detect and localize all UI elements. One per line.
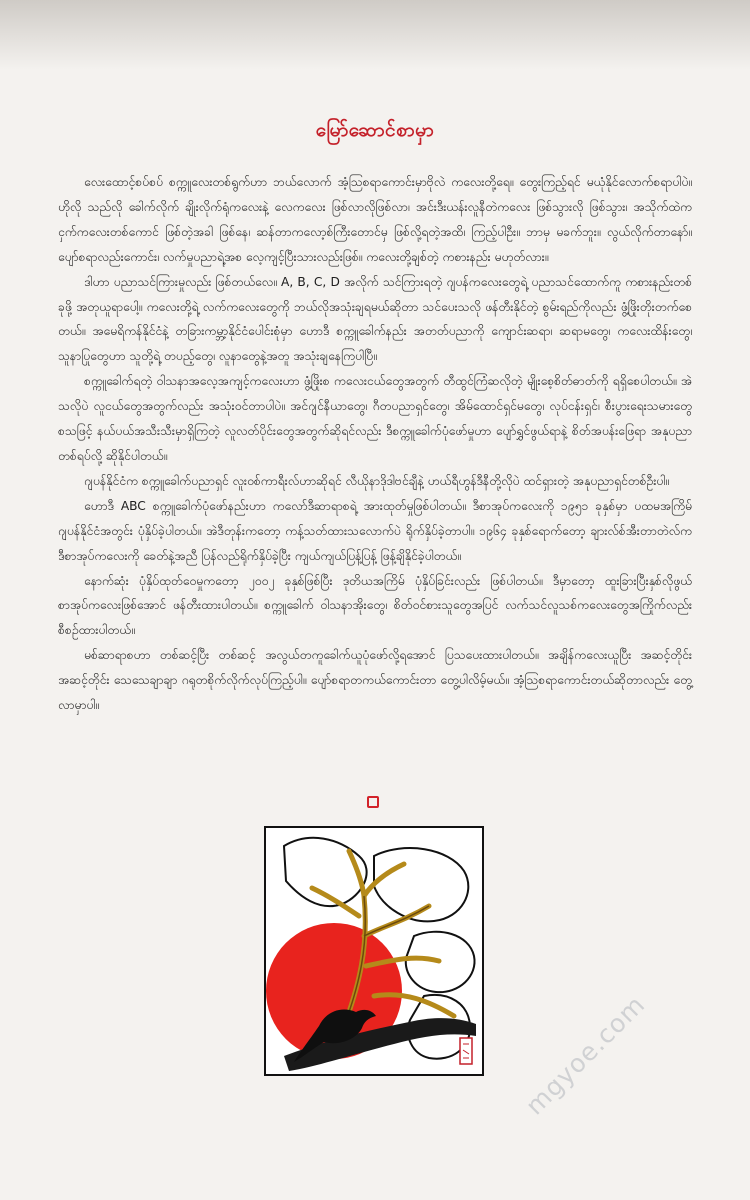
paragraph: ဟောဒီ ABC စက္ကူခေါက်ပုံဖော်နည်းဟာ ကလော်ဒီဆာရာစရဲ့ အားထုတ်မှုဖြစ်ပါတယ်။ ဒီစာအုပ်ကလေးကို ၁၉၅၁ ခုနှစ်မှာ ပထမအကြိမ် ဂျပန်နိုင်ငံအတွင်း ပုံနှိပ်ခဲ့ပါတယ်။ အဲဒီတုန်းကတော့ ကန့်သတ်ထားသလောက်ပဲ ရိုက်နှိပ်ခဲ့တာပါ။ ၁၉၆၄ ခုနှစ်ရောက်တော့ ချားလ်စ်အီးတာတဲလ်က ဒီစာအုပ်ကလေးကို ခေတ်နဲ့အညီ ပြန်လည်ရိုက်နှိပ်ခဲ့ပြီး ကျယ်ကျယ်ပြန့်ပြန့် ဖြန့်ချိနိုင်ခဲ့ပါတယ်။ [58,498,692,563]
paragraph: ဒါဟာ ပညာသင်ကြားမှုလည်း ဖြစ်တယ်လေ။ A, B, C, D အလိုက် သင်ကြားရတဲ့ ဂျပန်ကလေးတွေရဲ့ ပညာသင်ထောက်ကူ ကစားနည်းတစ်ခုဖို့ အတုယူရာပေါ့။ ကလေးတို့ရဲ့ လက်ကလေးတွေကို ဘယ်လိုအသုံးချရမယ်ဆိုတာ သင်ပေးသလို ဖန်တီးနိုင်တဲ့ စွမ်းရည်ကိုလည်း ဖွံ့ဖြိုးတိုးတက်စေတယ်။ အမေရိကန်နိုင်ငံနဲ့ တခြားကမ္ဘာ့နိုင်ငံပေါင်းစုံမှာ ဟောဒီ စက္ကူခေါက်နည်း အတတ်ပညာကို ကျောင်းဆရာ၊ ဆရာမတွေ၊ ကလေးထိန်းတွေ၊ သူနာပြုတွေဟာ သူတို့ရဲ့ တပည့်တွေ၊ လူနာတွေနဲ့အတူ အသုံးချနေကြပါပြီ။ [58,274,692,364]
paragraph: နောက်ဆုံး ပုံနှိပ်ထုတ်ဝေမှုကတော့ ၂၀၀၂ ခုနှစ်ဖြစ်ပြီး ဒုတိယအကြိမ် ပုံနှိပ်ခြင်းလည်း ဖြစ်ပါတယ်။ ဒီမှာတော့ ထူးခြားပြီးနှစ်လိုဖွယ် စာအုပ်ကလေးဖြစ်အောင် ဖန်တီးထားပါတယ်။ စက္ကူခေါက် ဝါသနာအိုးတွေ၊ စိတ်ဝင်စားသူတွေအပြင် လက်သင်လူသစ်ကလေးတွေအကြိုက်လည်း စီစဉ်ထားပါတယ်။ [58,573,692,638]
site-watermark: mgyoe.com [520,989,651,1121]
page-top-edge [0,0,750,70]
bird-painting-illustration [264,826,484,1076]
paragraph: လေးထောင့်စပ်စပ် စက္ကူလေးတစ်ရွက်ဟာ ဘယ်လောက် အံ့သြစရာကောင်းမှာဗိုလဲ ကလေးတို့ရေ။ တွေးကြည့်ရင် မယုံနိုင်လောက်စရာပါပဲ။ ဟိုလို သည်လို ခေါက်လိုက် ချိုးလိုက်ရုံကလေးနဲ့ လေကလေး ဖြစ်လာလိုဖြစ်လာ၊ အင်းဒီးယန်းလူနီတဲကလေး ဖြစ်သွားလို ဖြစ်သွား၊ အသိုက်ထဲက ငှက်ကလေးတစ်ကောင် ဖြစ်တဲ့အခါ ဖြစ်နေ၊ ဆန်တာကလော့စ်ကြီးတောင်မှ ဖြစ်လို့ရတဲ့အထိ၊ ကြည့်ပါဦး။ ဘာမှ မခက်ဘူး။ လွယ်လိုက်တာနော်။ ပျော်စရာလည်းကောင်း၊ လက်မှုပညာရဲ့အစ လေ့ကျင့်ပြီးသားလည်းဖြစ်။ ကလေးတို့ချစ်တဲ့ ကစားနည်း မဟုတ်လား။ [58,175,692,264]
paragraph: ဂျပန်နိုင်ငံက စက္ကူခေါက်ပညာရှင် လူးဝစ်ကာရီးလ်ဟာဆိုရင် လီယိုနာဒိုဒါဗင်ချီနဲ့ ဟယ်ရီဟွန်ဒီနီတို့လိုပဲ ထင်ရှားတဲ့ အနုပညာရှင်တစ်ဦးပါ။ [84,473,670,488]
separator-square-icon [367,796,379,808]
body-text [58,170,692,718]
paragraph: စက္ကူခေါက်ရတဲ့ ဝါသနာအလေ့အကျင့်ကလေးဟာ ဖွံ့ဖြိုးစ ကလေးငယ်တွေအတွက် တီထွင်ကြံဆလိုတဲ့ မျိုးစေ့စိတ်ဓာတ်ကို ရရှိစေပါတယ်။ အဲသလိုပဲ လူငယ်တွေအတွက်လည်း အသုံးဝင်တာပါပဲ။ အင်ဂျင်နီယာတွေ၊ ဂီတပညာရှင်တွေ၊ အိမ်ထောင်ရှင်မတွေ၊ လုပ်ငန်းရှင်၊ စီးပွားရေးသမားတွေ စသဖြင့် နယ်ပယ်အသီးသီးမှာရှိကြတဲ့ လူလတ်ပိုင်းတွေအတွက်ဆိုရင်လည်း ဒီစက္ကူခေါက်ပုံဖော်မှုဟာ ပျော်ရွှင်ဖွယ်ရာနဲ့ စိတ်အပန်းဖြေရာ အနုပညာတစ်ရပ်လို့ ဆိုနိုင်ပါတယ်။ [58,374,692,463]
page-title: မြော်ဆောင်စာမှာ [315,119,435,141]
paragraph: မစ်ဆာရာစဟာ တစ်ဆင့်ပြီး တစ်ဆင့် အလွယ်တကူခေါက်ယူပုံဖော်လို့ရအောင် ပြသပေးထားပါတယ်။ အချိန်ကလေးယူပြီး အဆင့်တိုင်း အဆင့်တိုင်း သေသေချာချာ ဂရုတစိုက်လိုက်လုပ်ကြည့်ပါ။ ပျော်စရာတကယ်ကောင်းတာ တွေ့ပါလိမ့်မယ်။ အံ့သြစရာကောင်းတယ်ဆိုတာလည်း တွေ့လာမှာပါ။ [58,648,692,713]
